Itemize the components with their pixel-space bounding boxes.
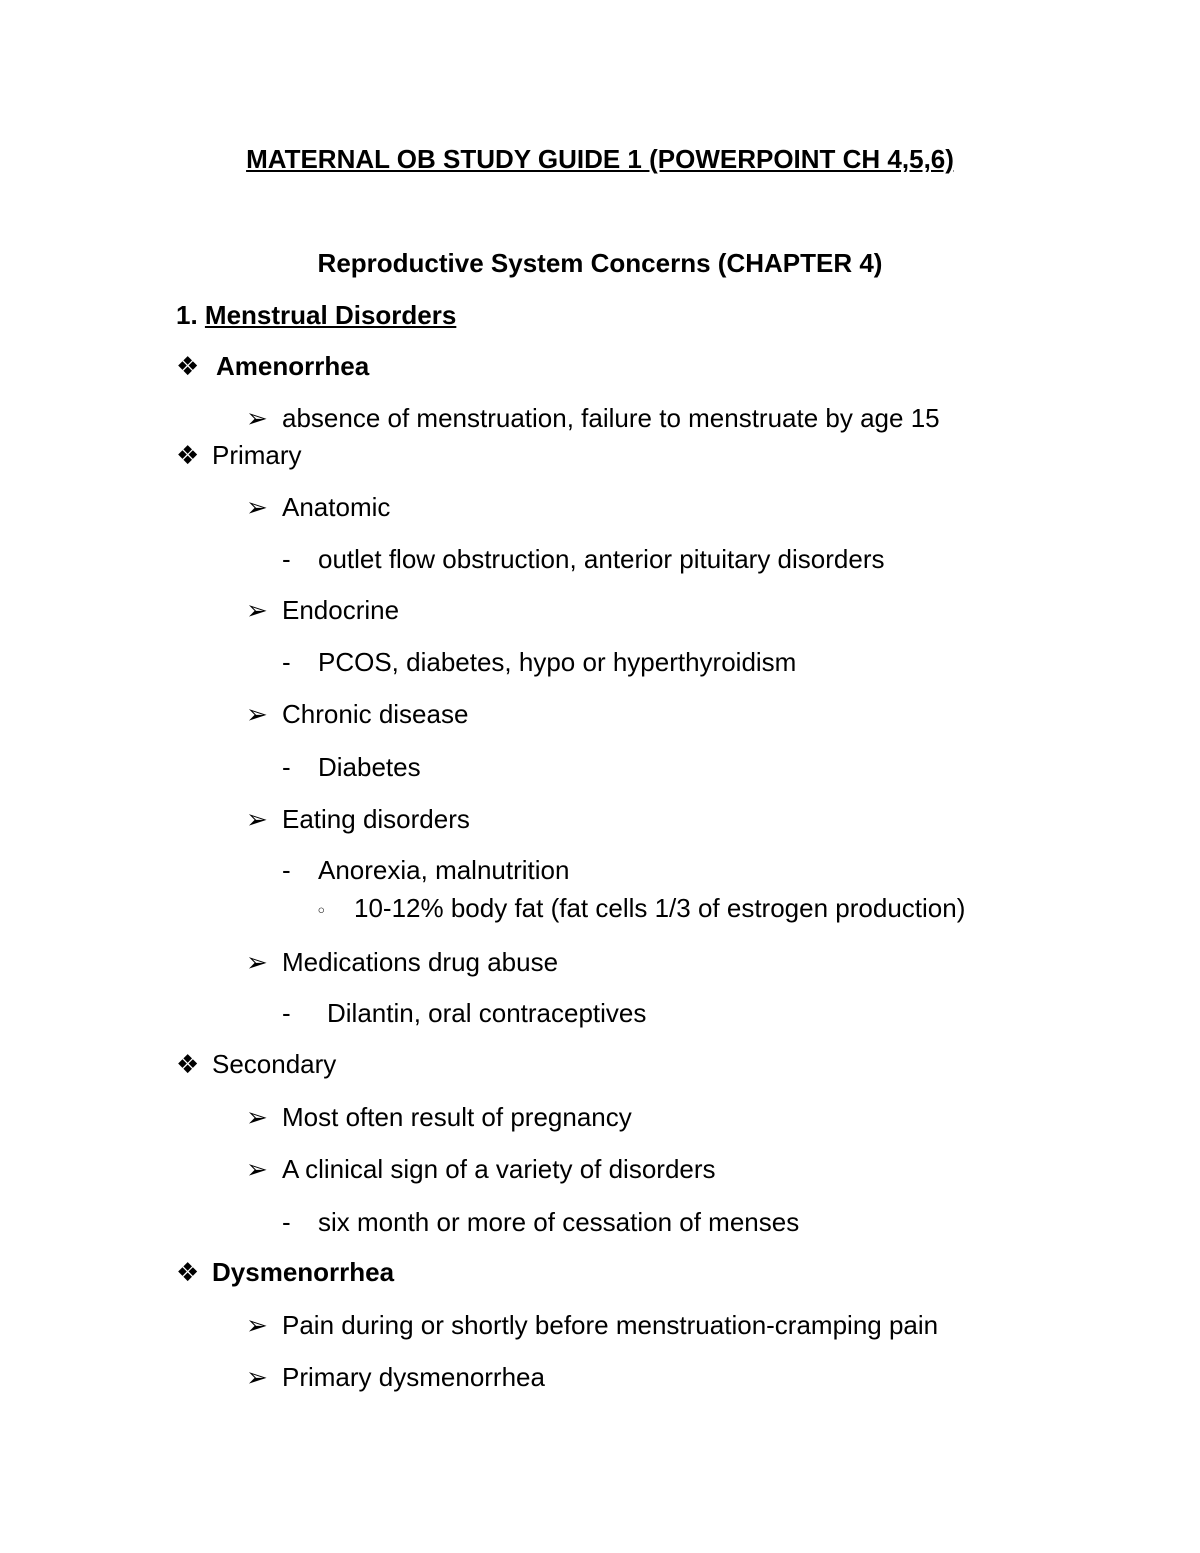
- diamond-bullet-icon: ❖: [176, 441, 200, 471]
- list-item-secondary-1: [246, 1102, 632, 1133]
- section-title: Menstrual Disorders: [204, 300, 457, 330]
- item-text: Secondary: [212, 1049, 337, 1079]
- diamond-bullet-icon: ❖: [176, 352, 200, 382]
- arrow-bullet-icon: ➢: [246, 493, 268, 523]
- list-item-eating-subdetail: [316, 893, 965, 927]
- list-item-secondary: [176, 1049, 336, 1080]
- dash-bullet: -: [282, 544, 291, 574]
- arrow-bullet-icon: ➢: [246, 596, 268, 626]
- dash-bullet: -: [282, 752, 291, 782]
- list-item-primary: [176, 440, 302, 471]
- diamond-bullet-icon: ❖: [176, 1258, 200, 1288]
- item-text: Endocrine: [282, 595, 400, 625]
- item-text: Dilantin, oral contraceptives: [327, 998, 647, 1028]
- list-item-chronic-detail: [282, 752, 421, 782]
- arrow-bullet-icon: ➢: [246, 700, 268, 730]
- list-item-eating: [246, 804, 470, 835]
- arrow-bullet-icon: ➢: [246, 1311, 268, 1341]
- dash-bullet: -: [282, 647, 291, 677]
- item-text: Anorexia, malnutrition: [318, 855, 570, 885]
- section-number: 1.: [176, 300, 198, 330]
- document-title: MATERNAL OB STUDY GUIDE 1 (POWERPOINT CH 4,5,6): [246, 144, 954, 174]
- item-text: absence of menstruation, failure to menstruate by age 15: [282, 403, 940, 433]
- section-heading: [176, 300, 456, 330]
- diamond-bullet-icon: ❖: [176, 1050, 200, 1080]
- list-item-secondary-2-detail: [282, 1207, 799, 1237]
- list-item-primary-dysmenorrhea: [246, 1362, 545, 1393]
- dash-bullet: -: [282, 998, 291, 1028]
- list-item-dysmenorrhea: [176, 1257, 394, 1288]
- list-item-anatomic-detail: [282, 544, 885, 574]
- item-text: Chronic disease: [282, 699, 469, 729]
- item-text: Diabetes: [318, 752, 421, 782]
- item-text: 10-12% body fat (fat cells 1/3 of estrogen production): [354, 893, 966, 923]
- arrow-bullet-icon: ➢: [246, 404, 268, 434]
- list-item-amenorrhea: [176, 351, 369, 382]
- item-text: six month or more of cessation of menses: [318, 1207, 800, 1237]
- item-text: PCOS, diabetes, hypo or hyperthyroidism: [318, 647, 797, 677]
- item-text: Anatomic: [282, 492, 391, 522]
- list-item-amenorrhea-definition: [246, 403, 940, 434]
- arrow-bullet-icon: ➢: [246, 1363, 268, 1393]
- item-text: Medications drug abuse: [282, 947, 559, 977]
- item-text: Pain during or shortly before menstruation-cramping pain: [282, 1310, 939, 1340]
- item-text: A clinical sign of a variety of disorders: [282, 1154, 716, 1184]
- list-item-secondary-2: [246, 1154, 716, 1185]
- list-item-medications-detail: [282, 998, 646, 1028]
- list-item-anatomic: [246, 492, 390, 523]
- item-label: Amenorrhea: [216, 351, 370, 381]
- item-text: Primary: [212, 440, 302, 470]
- list-item-chronic: [246, 699, 468, 730]
- list-item-eating-detail: [282, 855, 569, 885]
- list-item-medications: [246, 947, 558, 978]
- item-text: outlet flow obstruction, anterior pituitary disorders: [318, 544, 885, 574]
- list-item-dysmenorrhea-definition: [246, 1310, 938, 1341]
- chapter-heading: Reproductive System Concerns (CHAPTER 4): [317, 248, 883, 278]
- list-item-endocrine: [246, 595, 399, 626]
- circle-bullet-icon: ◦: [316, 901, 327, 922]
- item-text: Primary dysmenorrhea: [282, 1362, 545, 1392]
- item-label: Dysmenorrhea: [212, 1257, 395, 1287]
- item-text: Most often result of pregnancy: [282, 1102, 632, 1132]
- item-text: Eating disorders: [282, 804, 470, 834]
- arrow-bullet-icon: ➢: [246, 1103, 268, 1133]
- arrow-bullet-icon: ➢: [246, 948, 268, 978]
- dash-bullet: -: [282, 855, 291, 885]
- dash-bullet: -: [282, 1207, 291, 1237]
- arrow-bullet-icon: ➢: [246, 805, 268, 835]
- arrow-bullet-icon: ➢: [246, 1155, 268, 1185]
- list-item-endocrine-detail: [282, 647, 796, 677]
